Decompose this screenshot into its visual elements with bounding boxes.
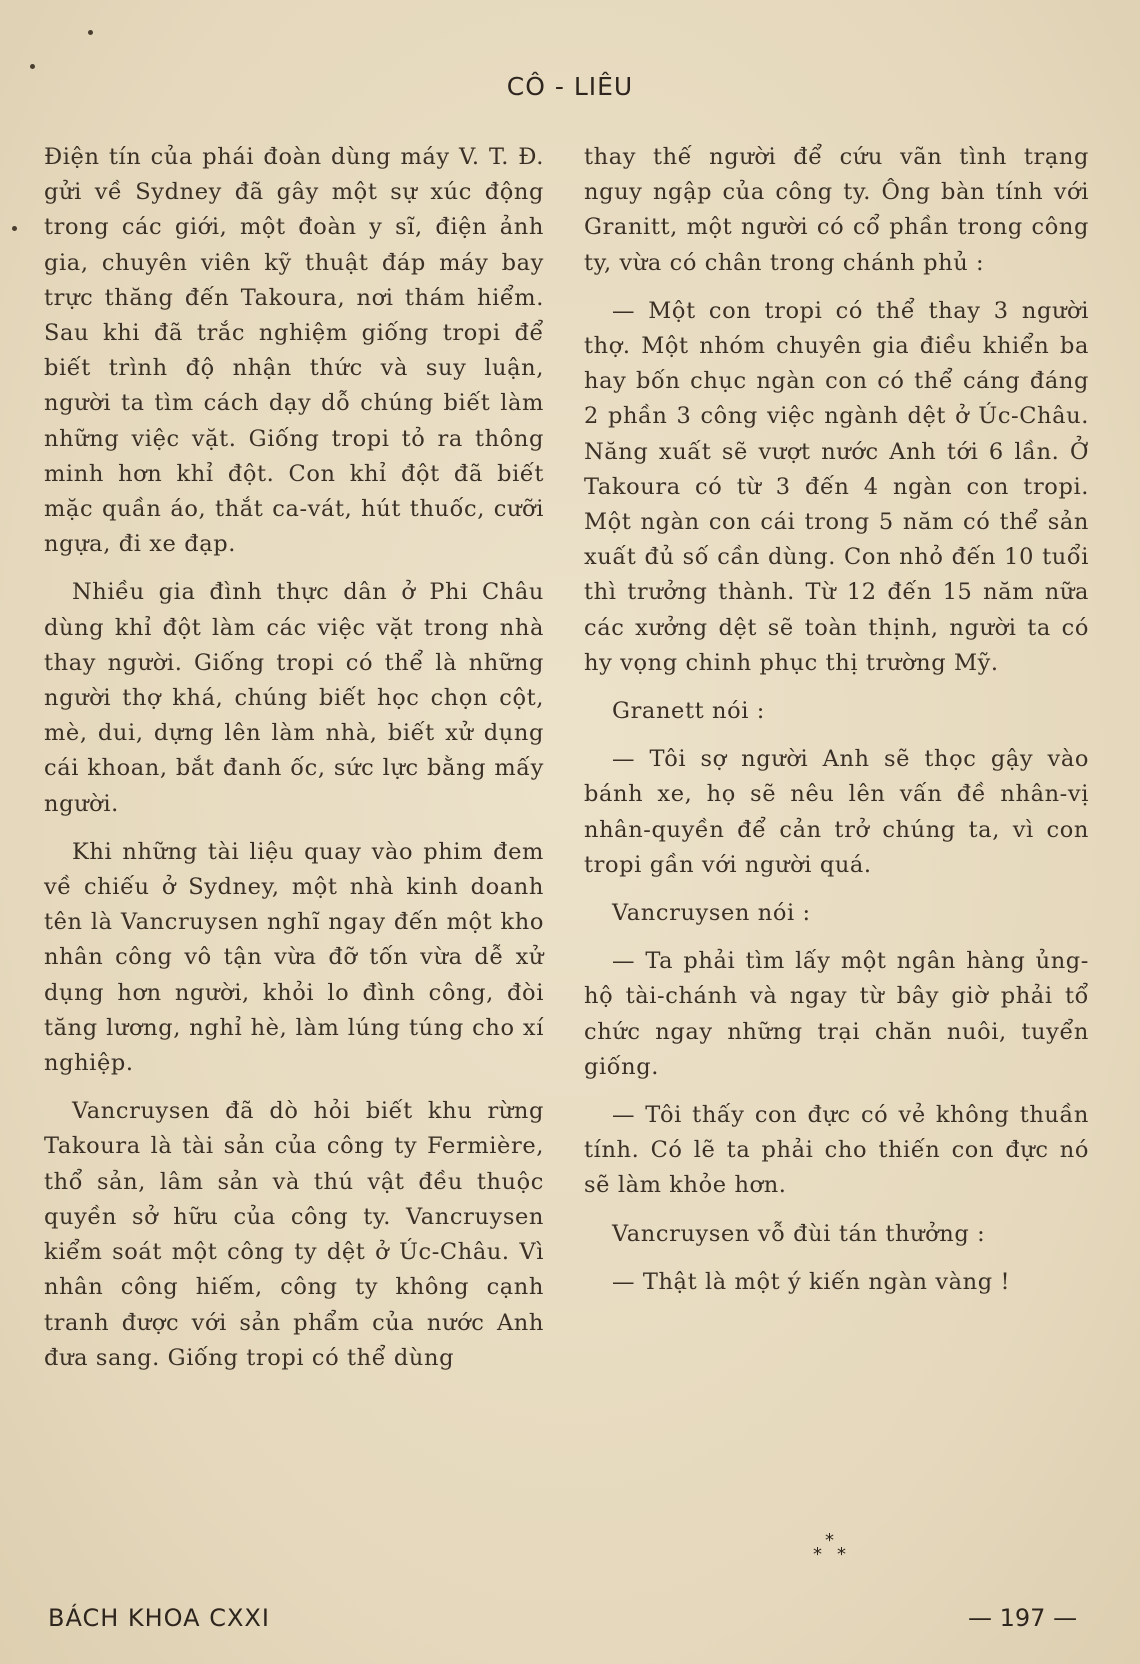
speck xyxy=(30,64,35,69)
paragraph: thay thế người để cứu vãn tình trạng nguy ngập của công ty. Ông bàn tính với Granitt, một người có cổ phần trong công ty, vừa có chân trong chánh phủ : xyxy=(584,144,1089,276)
separator-star: * xyxy=(837,1544,846,1565)
page-number: — 197 — xyxy=(968,1604,1078,1632)
paragraph: Granett nói : xyxy=(612,698,765,725)
paragraph: — Một con tropi có thể thay 3 người thợ. Một nhóm chuyên gia điều khiển ba hay bốn chục ngàn con có thể cáng đáng 2 phần 3 công việc ngành dệt ở Úc-Châu. Năng xuất sẽ vượt nước Anh tới 6 lần. Ở Takoura có từ 3 đến 4 ngàn con tropi. Một ngàn con cái trong 5 năm có thể sản xuất đủ số cần dùng. Con nhỏ đến 10 tuổi thì trưởng thành. Từ 12 đến 15 năm nữa các xưởng dệt sẽ toàn thịnh, người ta có hy vọng chinh phục thị trường Mỹ. xyxy=(584,297,1089,676)
right-column xyxy=(584,140,1089,1313)
paragraph: Vancruysen nói : xyxy=(612,900,811,927)
separator-star: * xyxy=(813,1544,822,1565)
paragraph: Nhiều gia đình thực dân ở Phi Châu dùng khỉ đột làm các việc vặt trong nhà thay người. Giống tropi có thể là những người thợ khá, chúng biết học chọn cột, mè, dui, dựng lên làm nhà, biết xử dụng cái khoan, bắt đanh ốc, sức lực bằng mấy người. xyxy=(44,579,544,817)
journal-name: BÁCH KHOA CXXI xyxy=(48,1604,270,1632)
paragraph: Vancruysen đã dò hỏi biết khu rừng Takoura là tài sản của công ty Fermière, thổ sản, lâm sản và thú vật đều thuộc quyền sở hữu của công ty. Vancruysen kiểm soát một công ty dệt ở Úc-Châu. Vì nhân công hiếm, công ty không cạnh tranh được với sản phẩm của nước Anh đưa sang. Giống tropi có thể dùng xyxy=(44,1098,544,1371)
paragraph: — Tôi sợ người Anh sẽ thọc gậy vào bánh xe, họ sẽ nêu lên vấn đề nhân-vị nhân-quyền để cản trở chúng ta, vì con tropi gần với người quá. xyxy=(584,746,1089,878)
paragraph: Khi những tài liệu quay vào phim đem về chiếu ở Sydney, một nhà kinh doanh tên là Vancruysen nghĩ ngay đến một kho nhân công vô tận vừa đỡ tốn vừa dễ xử dụng hơn người, khỏi lo đình công, đòi tăng lương, nghỉ hè, làm lúng túng cho xí nghiệp. xyxy=(44,838,544,1077)
paragraph: — Thật là một ý kiến ngàn vàng ! xyxy=(612,1268,1011,1295)
speck xyxy=(12,226,17,231)
section-separator xyxy=(805,1530,865,1570)
page-header-title: CÔ - LIÊU xyxy=(506,72,634,101)
separator-star: * xyxy=(825,1530,834,1551)
left-column xyxy=(44,140,544,1389)
paragraph: — Ta phải tìm lấy một ngân hàng ủng-hộ tài-chánh và ngay từ bây giờ phải tổ chức ngay những trại chăn nuôi, tuyển giống. xyxy=(584,948,1089,1080)
paragraph: Vancruysen vỗ đùi tán thưởng : xyxy=(612,1220,986,1247)
paragraph: Điện tín của phái đoàn dùng máy V. T. Đ. gửi về Sydney đã gây một sự xúc động trong các giới, một đoàn y sĩ, điện ảnh gia, chuyên viên kỹ thuật đáp máy bay trực thăng đến Takoura, nơi thám hiểm. Sau khi đã trắc nghiệm giống tropi để biết trình độ nhận thức và suy luận, người ta tìm cách dạy dỗ chúng biết làm những việc vặt. Giống tropi tỏ ra thông minh hơn khỉ đột. Con khỉ đột đã biết mặc quần áo, thắt ca-vát, hút thuốc, cưỡi ngựa, đi xe đạp. xyxy=(44,144,544,558)
speck xyxy=(88,30,93,35)
paragraph: — Tôi thấy con đực có vẻ không thuần tính. Có lẽ ta phải cho thiến con đực nó sẽ làm khỏe hơn. xyxy=(584,1102,1089,1199)
